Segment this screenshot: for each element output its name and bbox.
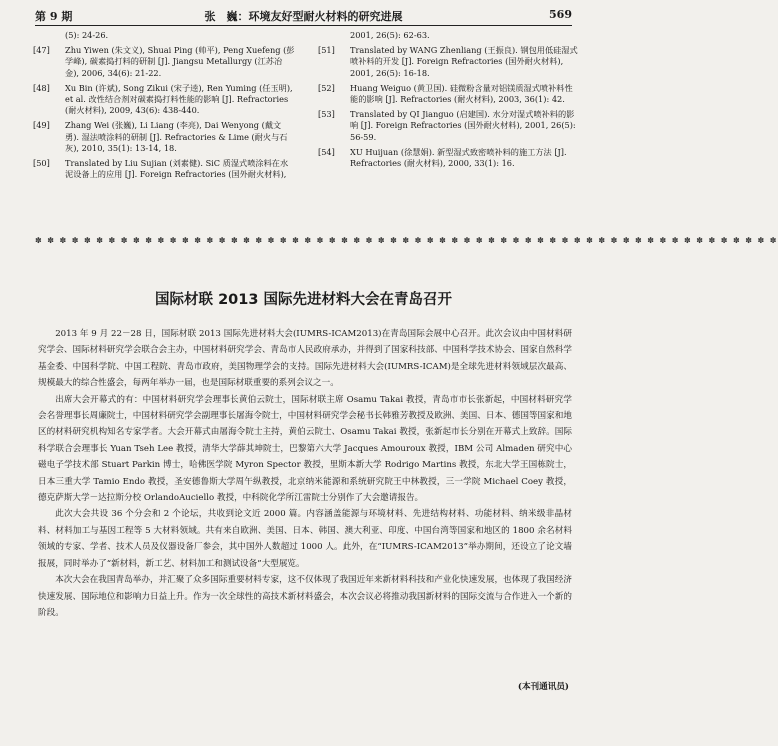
reference-item: [53] Translated by QI Jianguo (启建国). 水分对湿式喷补料的影响 [J]. Foreign Refractories (国外耐火材料), 2001, 26(5): 56-59.: [318, 109, 576, 142]
reference-item: [52] Huang Weiguo (黄卫国). 硅微粉含量对铝镁质湿式喷补料性能的影响 [J]. Refractories (耐火材料), 2003, 36(1): 42.: [318, 82, 573, 105]
article-title: 国际材联 2013 国际先进材料大会在青岛召开: [155, 292, 452, 308]
paragraph: 本次大会在我国青岛举办，并汇聚了众多国际重要材料专家，这不仅体现了我国近年来新材料科技和产业化快速发展，也体现了我国经济快速发展、国际地位和影响力日益上升。作为一次全球性的高技术新材料盛会，本次会议必将推动我国新材料的国际交流与合作进入一个新的阶段。: [38, 575, 572, 618]
reference-item: [49] Zhang Wei (张巍), Li Liang (李亮), Dai Wenyong (戴文勇). 湿法喷涂料的研制 [J]. Refractories & Lime (耐火与石灰), 2010, 35(1): 13-14, 18.: [33, 120, 288, 153]
paragraph: 出席大会开幕式的有：中国材料研究学会理事长黄伯云院士，国际材联主席 Osamu Takai 教授，青岛市市长张新起，中国材料研究学会名誉理事长周廉院士，中国材料研究学会副理事长屠海令院士，中国材料研究学会秘书长韩雅芳教授及欧洲、美国、日本、德国等国家和地区的材料研究机构知名专家学者。大会开幕式由屠海令院士主持，黄伯云院士、Osamu Takai 教授，张新起市长分别在开幕式上致辞。国际科学联合会理事长 Yuan Tseh Lee 教授，清华大学薛其坤院士，巴黎第六大学 Jacques Amouroux 教授，IBM 公司 Almaden 研究中心磁电子学技术部 Stuart Parkin 博士，哈佛医学院 Myron Spector 教授，里斯本新大学 Rodrigo Martins 教授，东北大学王国栋院士，日本三重大学 Tamio Endo 教授，圣安德鲁斯大学周午纵教授，北京纳米能源和系统研究院王中林教授，三一学院 Michael Coey 教授，德克萨斯大学－达拉斯分校 OrlandoAuciello 教授，中科院化学所江雷院士分别作了大会邀请报告。: [38, 394, 572, 504]
reference-item: [54] XU Huijuan (徐慧娟). 新型湿式致密喷补料的施工方法 [J]. Refractories (耐火材料), 2000, 33(1): 16.: [318, 146, 567, 169]
running-header: [35, 8, 572, 24]
reference-item: (5): 24-26.: [65, 30, 109, 40]
page-number: 569: [549, 8, 572, 21]
issue-number: 第 9 期: [35, 10, 73, 23]
section-separator: ✽ ✽ ✽ ✽ ✽ ✽ ✽ ✽ ✽ ✽ ✽ ✽ ✽ ✽ ✽ ✽ ✽ ✽ ✽ ✽ ✽ ✽ ✽ ✽ ✽ ✽ ✽ ✽ ✽ ✽ ✽ ✽ ✽ ✽ ✽ ✽ ✽ ✽ ✽ ✽ ✽ ✽ ✽ ✽ ✽ ✽ ✽ ✽ ✽ ✽ ✽ ✽ ✽ ✽ ✽ ✽ ✽ ✽ ✽ ✽ ✽: [35, 236, 778, 245]
paragraph: 2013 年 9 月 22－28 日，国际材联 2013 国际先进材料大会(IUMRS-ICAM2013)在青岛国际会展中心召开。此次会议由中国材料研究学会、国际材料研究学会联合会主办，中国材料研究学会、青岛市人民政府承办，并得到了国家科技部、中国科学技术协会、国家自然科学基金委、中国科学院、中国工程院、青岛市政府，美国物理学会的支持。国际先进材料大会(IUMRS-ICAM)是全球先进材料领域层次最高、规模最大的综合性盛会，每两年举办一届，也是国际材联重要的系列会议之一。: [38, 329, 572, 389]
author-signoff: (本刊通讯员): [517, 682, 569, 692]
reference-item: [50] Translated by Liu Sujian (刘素健). SiC 质湿式喷涂料在水泥设备上的应用 [J]. Foreign Refractories (国外耐火材料),: [33, 158, 289, 180]
paragraph: 此次大会共设 36 个分会和 2 个论坛，共收到论文近 2000 篇。内容涵盖能源与环境材料、先进结构材料、功能材料、纳米级非晶材料、材料加工与基因工程等 5 大材料领域。共有来自欧洲、美国、日本、韩国、澳大利亚、印度、中国台湾等国家和地区的 1800 余名材料领域的专家、学者、技术人员及仪器设备厂参会，其中国外人数超过 1000 人。此外，在“IUMRS-ICAM2013”举办期间，还设立了论文墙报展，同时举办了“新材料，新工艺、材料加工和测试设备”大型展览。: [38, 509, 572, 569]
reference-item: [51] Translated by WANG Zhenliang (王振良). 钢包用低硅湿式喷补料的开发 [J]. Foreign Refractories (国外耐火材料), 2001, 26(5): 16-18.: [318, 45, 578, 78]
references-left-column: [33, 30, 295, 184]
header-rule: [35, 25, 572, 26]
reference-item: 2001, 26(5): 62-63.: [350, 30, 430, 40]
reference-item: [48] Xu Bin (许斌), Song Zikui (宋子逵), Ren Yuming (任玉明), et al. 改性结合剂对碳素捣打料性能的影响 [J]. Refractories (耐火材料), 2009, 43(6): 438-440.: [33, 82, 293, 116]
running-title: 张 巍：环境友好型耐火材料的研究进展: [204, 10, 403, 23]
reference-item: [47] Zhu Yiwen (朱文义), Shuai Ping (帅平), Peng Xuefeng (彭学峰), 碳素捣打料的研制 [J]. Jiangsu Metallurgy (江苏冶金), 2006, 34(6): 21-22.: [33, 45, 295, 78]
article-body: [38, 326, 572, 621]
references-right-column: [318, 30, 580, 173]
